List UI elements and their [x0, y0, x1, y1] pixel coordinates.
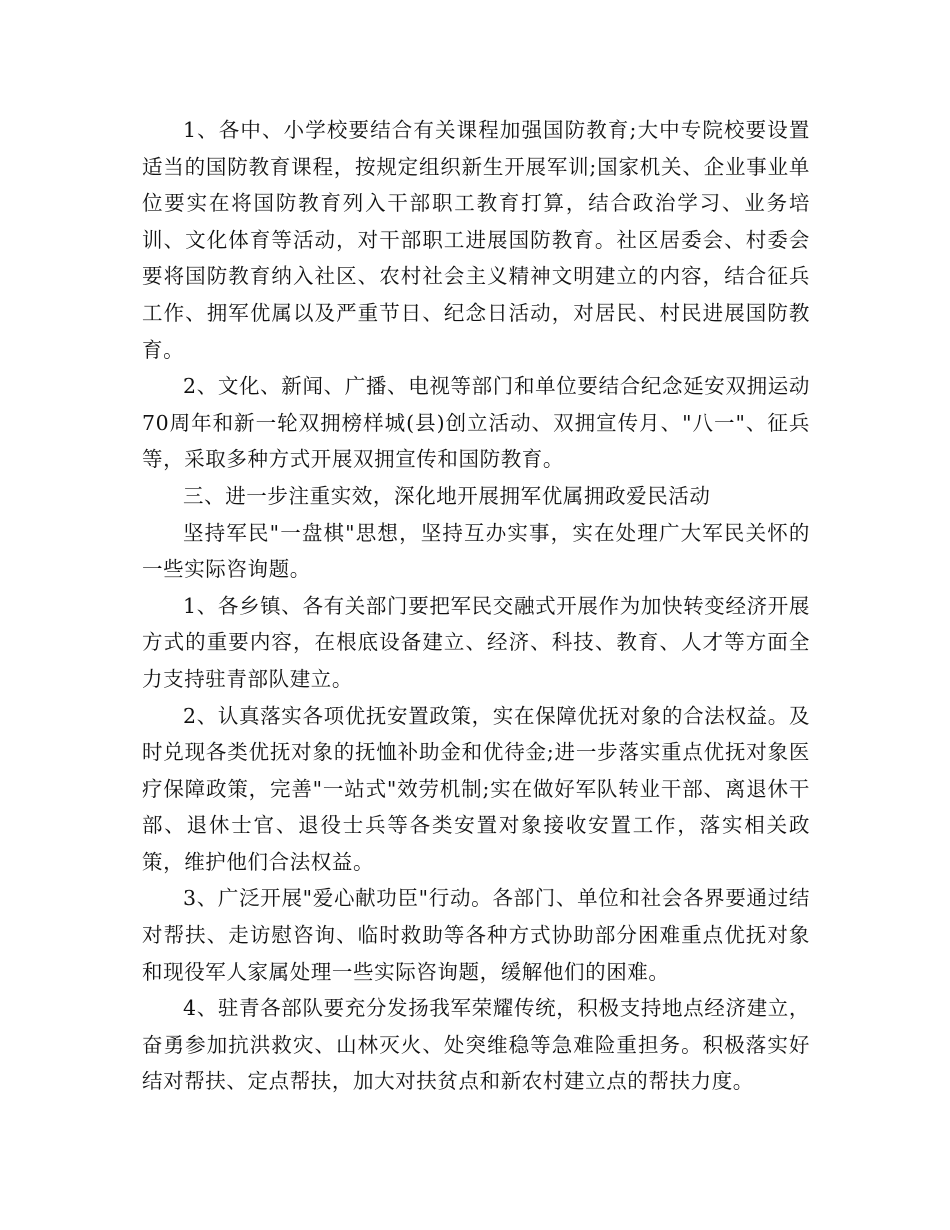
paragraph-item-2-media-publicity: 2、文化、新闻、广播、电视等部门和单位要结合纪念延安双拥运动70周年和新一轮双拥榜样城(县)创立活动、双拥宣传月、"八一"、征兵等，采取多种方式开展双拥宣传和国防教育。: [142, 374, 810, 472]
paragraph-item-3-love-heroes-campaign: 3、广泛开展"爱心献功臣"行动。各部门、单位和社会各界要通过结对帮扶、走访慰咨询、临时救助等各种方式协助部分困难重点优抚对象和现役军人家属处理一些实际咨询题，缓解他们的困难。: [142, 886, 810, 984]
document-page: [142, 112, 810, 1100]
section-intro-paragraph: 坚持军民"一盘棋"思想，坚持互办实事，实在处理广大军民关怀的一些实际咨询题。: [142, 520, 810, 582]
paragraph-item-1-national-defense-education-schools: 1、各中、小学校要结合有关课程加强国防教育;大中专院校要设置适当的国防教育课程，按规定组织新生开展军训;国家机关、企业事业单位要实在将国防教育列入干部职工教育打算，结合政治学习、业务培训、文化体育等活动，对干部职工进展国防教育。社区居委会、村委会要将国防教育纳入社区、农村社会主义精神文明建立的内容，结合征兵工作、拥军优属以及严重节日、纪念日活动，对居民、村民进展国防教育。: [142, 118, 810, 362]
paragraph-item-1-military-civilian-integration: 1、各乡镇、各有关部门要把军民交融式开展作为加快转变经济开展方式的重要内容，在根底设备建立、经济、科技、教育、人才等方面全力支持驻青部队建立。: [142, 593, 810, 691]
paragraph-item-4-troops-support: 4、驻青各部队要充分发扬我军荣耀传统，积极支持地点经济建立，奋勇参加抗洪救灾、山林灭火、处突维稳等急难险重担务。积极落实好结对帮扶、定点帮扶，加大对扶贫点和新农村建立点的帮扶力度。: [142, 996, 810, 1094]
paragraph-item-2-preferential-policies: 2、认真落实各项优抚安置政策，实在保障优抚对象的合法权益。及时兑现各类优抚对象的抚恤补助金和优待金;进一步落实重点优抚对象医疗保障政策，完善"一站式"效劳机制;实在做好军队转业干部、离退休干部、退休士官、退役士兵等各类安置对象接收安置工作，落实相关政策，维护他们合法权益。: [142, 703, 810, 874]
section-heading-3: 三、进一步注重实效，深化地开展拥军优属拥政爱民活动: [183, 483, 711, 508]
